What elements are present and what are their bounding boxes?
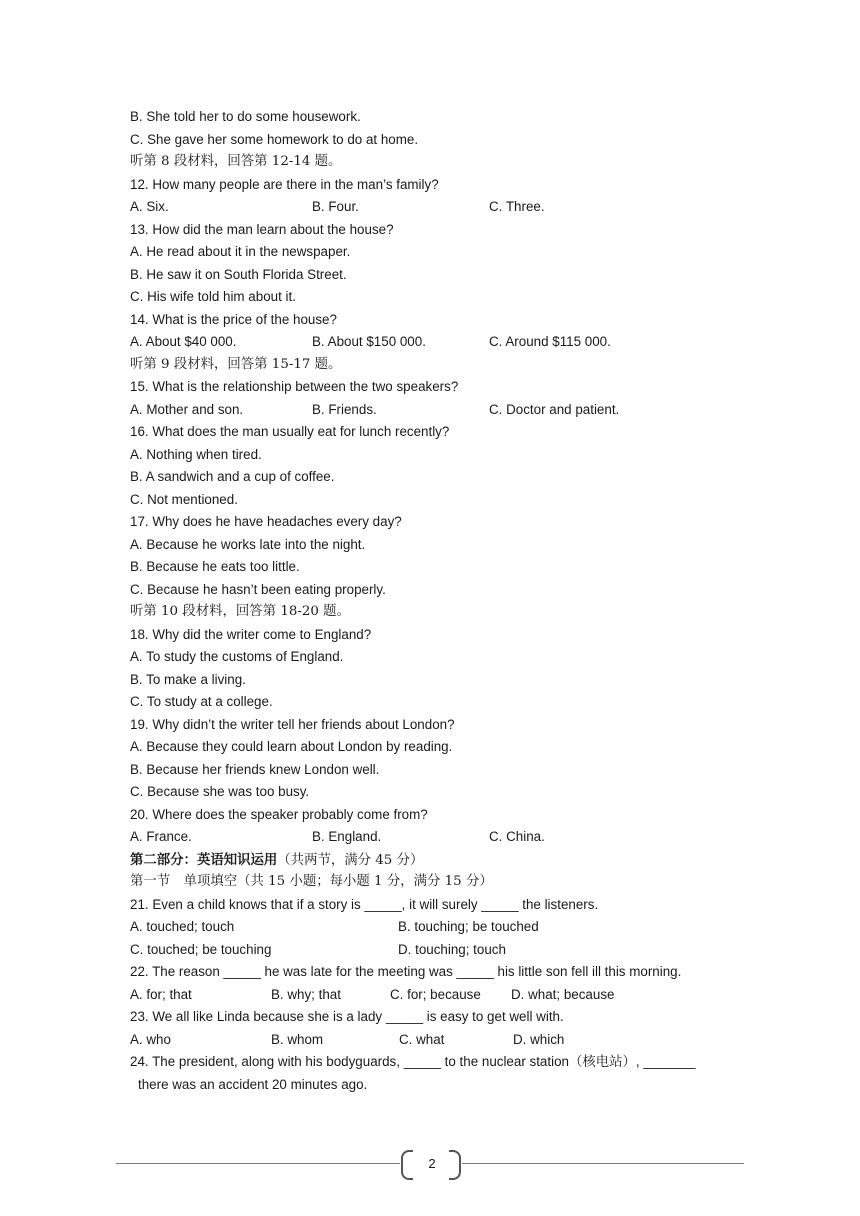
- option-line: A. Because they could learn about London by reading.: [130, 739, 453, 754]
- option-b: B. About $150 000.: [312, 334, 426, 349]
- option-b: B. touching; be touched: [398, 919, 539, 934]
- answer-options-row: [130, 984, 750, 1007]
- section-instruction: 听第 10 段材料，回答第 18-20 题。: [130, 604, 350, 619]
- part-heading: [130, 849, 750, 872]
- option-line: B. To make a living.: [130, 671, 246, 687]
- option-line: A. Because he works late into the night.: [130, 536, 366, 552]
- answer-options-row: [130, 331, 750, 354]
- page-number-bracket-left: [401, 1150, 413, 1180]
- page-number-bracket-right: [449, 1150, 461, 1180]
- question-text: 21. Even a child knows that if a story is _____, it will surely _____ the listeners.: [130, 896, 599, 912]
- question-text: 16. What does the man usually eat for lunch recently?: [130, 424, 450, 439]
- section-instruction: 听第 9 段材料，回答第 15-17 题。: [130, 356, 342, 372]
- part-heading-title: 第二部分：英语知识运用: [130, 851, 278, 868]
- option-line: B. Because her friends knew London well.: [130, 761, 380, 777]
- option-line: B. Because he eats too little.: [130, 559, 300, 574]
- option-line: C. Because she was too busy.: [130, 784, 310, 799]
- option-a: A. who: [130, 1031, 171, 1047]
- option-line: A. To study the customs of England.: [130, 649, 344, 664]
- footer-rule-left: [116, 1163, 400, 1164]
- option-c: C. China.: [489, 829, 545, 844]
- option-c: C. touched; be touching: [130, 941, 272, 957]
- option-b: B. whom: [271, 1031, 324, 1047]
- answer-options-row: [130, 916, 750, 939]
- option-c: C. for; because: [390, 986, 481, 1002]
- option-b: B. Friends.: [312, 401, 377, 417]
- page-content: [130, 106, 750, 1096]
- answer-options-row: [130, 826, 750, 849]
- question-text: 19. Why didn’t the writer tell her friends about London?: [130, 716, 455, 732]
- question-text: 20. Where does the speaker probably come from?: [130, 806, 428, 822]
- option-line: C. Because he hasn’t been eating properly.: [130, 581, 386, 597]
- option-b: B. Four.: [312, 199, 359, 214]
- option-b: B. England.: [312, 829, 382, 844]
- option-a: A. Six.: [130, 199, 169, 214]
- option-d: D. touching; touch: [398, 941, 506, 957]
- option-line: A. Nothing when tired.: [130, 446, 262, 462]
- question-text: 13. How did the man learn about the house?: [130, 221, 394, 237]
- option-d: D. what; because: [511, 986, 615, 1002]
- footer-rule-right: [462, 1163, 744, 1164]
- text-line: B. She told her to do some housework.: [130, 109, 361, 124]
- question-text: 12. How many people are there in the man’s family?: [130, 176, 439, 192]
- question-text: 22. The reason _____ he was late for the meeting was _____ his little son fell ill this morning.: [130, 964, 682, 979]
- answer-options-row: [130, 399, 750, 422]
- option-a: A. Mother and son.: [130, 401, 244, 417]
- question-text: 17. Why does he have headaches every day?: [130, 514, 402, 529]
- option-line: B. He saw it on South Florida Street.: [130, 266, 347, 282]
- question-text: 14. What is the price of the house?: [130, 311, 337, 327]
- option-c: C. Three.: [489, 199, 545, 214]
- option-line: A. He read about it in the newspaper.: [130, 244, 351, 259]
- option-c: C. Doctor and patient.: [489, 401, 620, 417]
- text-line: C. She gave her some homework to do at home.: [130, 131, 419, 147]
- section-heading: 第一节 单项填空（共 15 小题；每小题 1 分，满分 15 分）: [130, 874, 493, 889]
- page-number: 2: [428, 1156, 436, 1171]
- option-c: C. what: [399, 1031, 445, 1047]
- option-b: B. why; that: [271, 986, 341, 1002]
- question-text-continued: there was an accident 20 minutes ago.: [138, 1076, 368, 1092]
- answer-options-row: [130, 1029, 750, 1052]
- option-a: A. for; that: [130, 986, 192, 1002]
- section-instruction: 听第 8 段材料，回答第 12-14 题。: [130, 154, 342, 169]
- option-d: D. which: [513, 1031, 565, 1047]
- answer-options-row: [130, 939, 750, 962]
- option-a: A. France.: [130, 829, 192, 844]
- option-c: C. Around $115 000.: [489, 334, 611, 349]
- question-text: 23. We all like Linda because she is a lady _____ is easy to get well with.: [130, 1009, 564, 1024]
- option-a: A. touched; touch: [130, 919, 235, 934]
- part-heading-detail: （共两节，满分 45 分）: [277, 852, 424, 868]
- option-line: C. Not mentioned.: [130, 491, 238, 507]
- option-line: C. To study at a college.: [130, 694, 273, 709]
- option-line: C. His wife told him about it.: [130, 289, 296, 304]
- question-text: 15. What is the relationship between the two speakers?: [130, 379, 459, 394]
- option-a: A. About $40 000.: [130, 334, 237, 349]
- answer-options-row: [130, 196, 750, 219]
- question-text: 24. The president, along with his bodyguards, _____ to the nuclear station（核电站）, _______: [130, 1054, 696, 1069]
- question-text: 18. Why did the writer come to England?: [130, 626, 372, 642]
- option-line: B. A sandwich and a cup of coffee.: [130, 469, 335, 484]
